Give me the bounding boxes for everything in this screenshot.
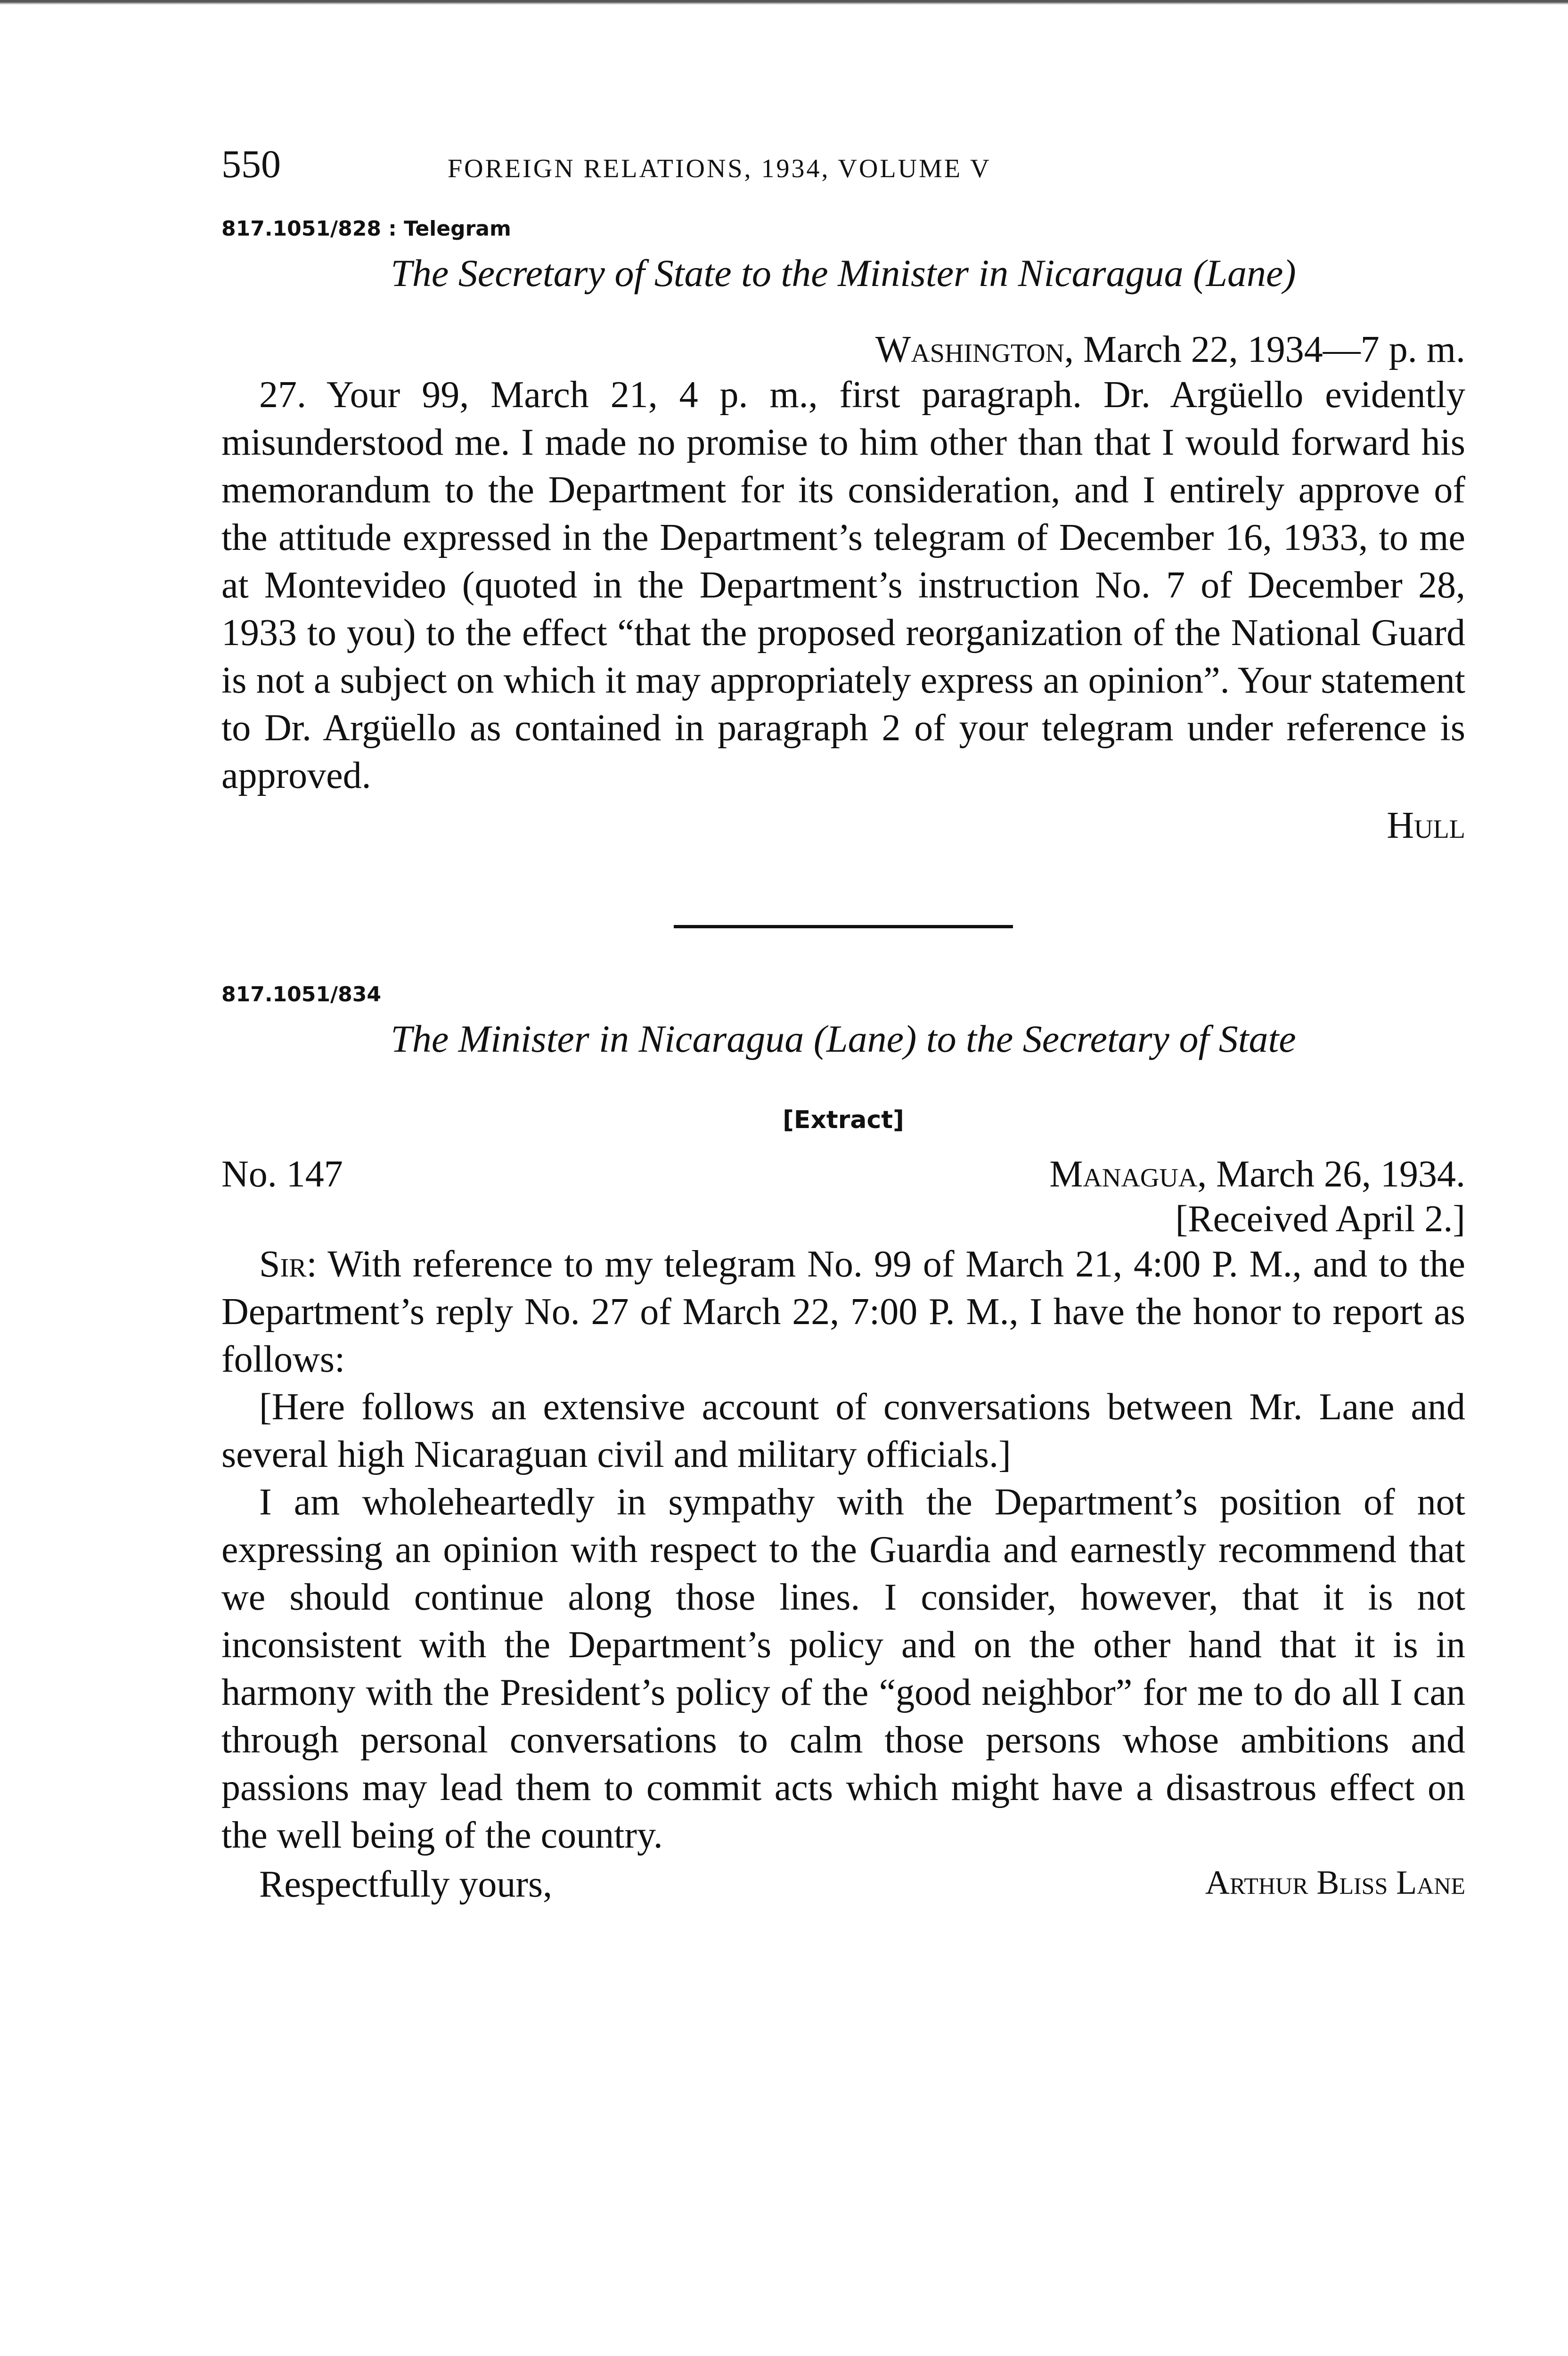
document-telegram	[221, 217, 1465, 847]
paragraph-main: I am wholeheartedly in sympathy with the Department’s position of not expressing an opinion with respect to the Guardia and earnestly recommend that we should continue along those lines. I consider, however, that it is not inconsistent with the Department’s policy and on the other hand that it is in harmony with the President’s policy of the “good neighbor” for me to do all I can through personal conversations to calm those persons whose ambitions and passions may lead them to commit acts which might have a disastrous effect on the well being of the country.	[221, 1481, 1465, 1856]
dateline-date: , March 22, 1934—7 p. m.	[1064, 329, 1465, 370]
file-reference: 817.1051/828 : Telegram	[221, 217, 511, 241]
document-title: The Secretary of State to the Minister in Nicaragua (Lane)	[391, 252, 1296, 294]
extract-label: [Extract]	[783, 1106, 904, 1134]
signature: Arthur Bliss Lane	[1205, 1864, 1465, 1901]
dateline-place: Managua	[1049, 1153, 1198, 1195]
running-head	[221, 141, 1465, 193]
complimentary-close: Respectfully yours,	[259, 1864, 553, 1905]
paragraph-text: : With reference to my telegram No. 99 of March 21, 4:00 P. M., and to the Department’s reply No. 27 of March 22, 7:00 P. M., I have the honor to report as follows:	[221, 1243, 1465, 1380]
page-number: 550	[221, 142, 281, 186]
file-reference: 817.1051/834	[221, 982, 381, 1006]
section-divider	[674, 925, 1013, 928]
dateline	[221, 328, 1465, 371]
paragraph-salutation	[221, 1241, 1465, 1383]
telegram-body: 27. Your 99, March 21, 4 p. m., first paragraph. Dr. Argüello evidently misunderstood me. I made no promise to him other than that I would forward his memorandum to the Department for its consideration, and I entirely approve of the attitude expressed in the Department’s telegram of December 16, 1933, to me at Montevideo (quoted in the Department’s instruction No. 7 of December 28, 1933 to you) to the effect “that the proposed reorganization of the National Guard is not a subject on which it may appropriately express an opinion”. Your statement to Dr. Argüello as contained in paragraph 2 of your telegram under reference is approved.	[221, 374, 1465, 796]
closing-line	[221, 1863, 1465, 1906]
despatch-number: No. 147	[221, 1153, 343, 1195]
dateline	[1049, 1153, 1465, 1196]
paragraph-editorial-note: [Here follows an extensive account of conversations between Mr. Lane and several high Nicaraguan civil and military officials.]	[221, 1386, 1465, 1475]
top-edge-rule	[0, 0, 1568, 5]
dateline-date: , March 26, 1934.	[1197, 1153, 1465, 1195]
letter-head	[221, 1153, 1465, 1196]
dateline-place: Washington	[875, 329, 1064, 370]
running-title: FOREIGN RELATIONS, 1934, VOLUME V	[448, 154, 991, 183]
document-title: The Minister in Nicaragua (Lane) to the Secretary of State	[391, 1017, 1296, 1060]
signature: Hull	[1387, 805, 1465, 846]
document-despatch	[221, 982, 1465, 1906]
salutation: Sir	[259, 1243, 307, 1285]
page	[221, 141, 1465, 1906]
received-note: [Received April 2.]	[1175, 1198, 1465, 1240]
